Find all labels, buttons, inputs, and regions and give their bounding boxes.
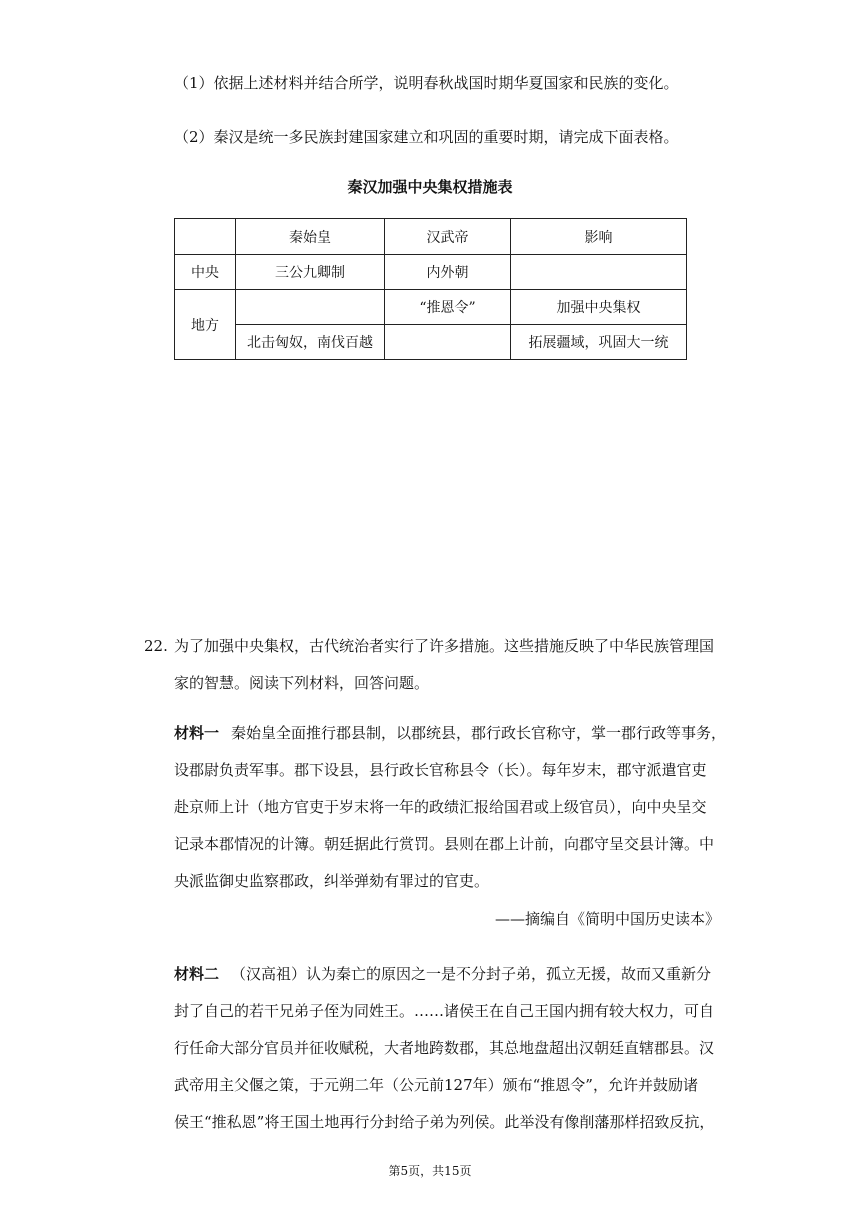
table-row-local-1 (175, 290, 687, 325)
cell-local1-han: “推恩令” (385, 290, 511, 325)
material-1-line: 央派监御史监察郡政，纠举弹劾有罪过的官吏。 (174, 872, 490, 890)
cell-central-qin: 三公九卿制 (236, 255, 385, 290)
cell-local2-qin: 北击匈奴，南伐百越 (236, 325, 385, 360)
question-22-number: 22. (144, 637, 168, 655)
material-1-line: 赴京师上计（地方官吏于岁末将一年的政绩汇报给国君或上级官员），向中央呈交 (174, 798, 707, 816)
page-footer: 第5页，共15页 (388, 1164, 472, 1178)
material-2-line: （汉高祖）认为秦亡的原因之一是不分封子弟，孤立无援，故而又重新分 (231, 965, 712, 983)
table-row-local-2 (175, 325, 687, 360)
material-2-line: 武帝用主父偃之策，于元朔二年（公元前127年）颁布“推恩令”，允许并鼓励诸 (174, 1076, 698, 1094)
material-2-first-line (174, 956, 711, 993)
cell-local1-impact: 加强中央集权 (511, 290, 687, 325)
material-1-line: 记录本郡情况的计簿。朝廷据此行赏罚。县则在郡上计前，向郡守呈交县计簿。中 (174, 835, 715, 853)
cell-local2-impact: 拓展疆域，巩固大一统 (511, 325, 687, 360)
table-row-central (175, 255, 687, 290)
question-22-line-2: 家的智慧。阅读下列材料，回答问题。 (174, 674, 430, 692)
table-title: 秦汉加强中央集权措施表 (347, 178, 513, 196)
question-2: （2）秦汉是统一多民族封建国家建立和巩固的重要时期，请完成下面表格。 (174, 128, 679, 146)
question-22-line-1: 为了加强中央集权，古代统治者实行了许多措施。这些措施反映了中华民族管理国 (174, 637, 715, 655)
measures-table (174, 218, 687, 360)
question-1: （1）依据上述材料并结合所学，说明春秋战国时期华夏国家和民族的变化。 (174, 74, 679, 92)
material-1-first-line (174, 715, 726, 752)
material-2-line: 行任命大部分官员并征收赋税，大者地跨数郡，其总地盘超出汉朝廷直辖郡县。汉 (174, 1039, 715, 1057)
cell-central-han: 内外朝 (385, 255, 511, 290)
table-header-row (175, 219, 687, 255)
material-1-source: ——摘编自《简明中国历史读本》 (494, 910, 720, 928)
material-1-line: 设郡尉负责军事。郡下设县，县行政长官称县令（长）。每年岁末，郡守派遣官吏 (174, 761, 707, 779)
header-impact: 影响 (511, 219, 687, 255)
material-2-label: 材料二 (174, 965, 220, 983)
header-han: 汉武帝 (385, 219, 511, 255)
material-2-line: 侯王“推私恩”将王国土地再行分封给子弟为列侯。此举没有像削藩那样招致反抗， (174, 1113, 715, 1131)
cell-central-impact (511, 255, 687, 290)
cell-local1-qin (236, 290, 385, 325)
row-label-local: 地方 (175, 290, 236, 360)
material-1-label: 材料一 (174, 724, 220, 742)
material-1-line: 秦始皇全面推行郡县制，以郡统县，郡行政长官称守，掌一郡行政等事务， (231, 724, 727, 742)
header-blank (175, 219, 236, 255)
header-qin: 秦始皇 (236, 219, 385, 255)
row-label-central: 中央 (175, 255, 236, 290)
material-2-line: 封了自己的若干兄弟子侄为同姓王。……诸侯王在自己王国内拥有较大权力，可自 (174, 1002, 715, 1020)
cell-local2-han (385, 325, 511, 360)
